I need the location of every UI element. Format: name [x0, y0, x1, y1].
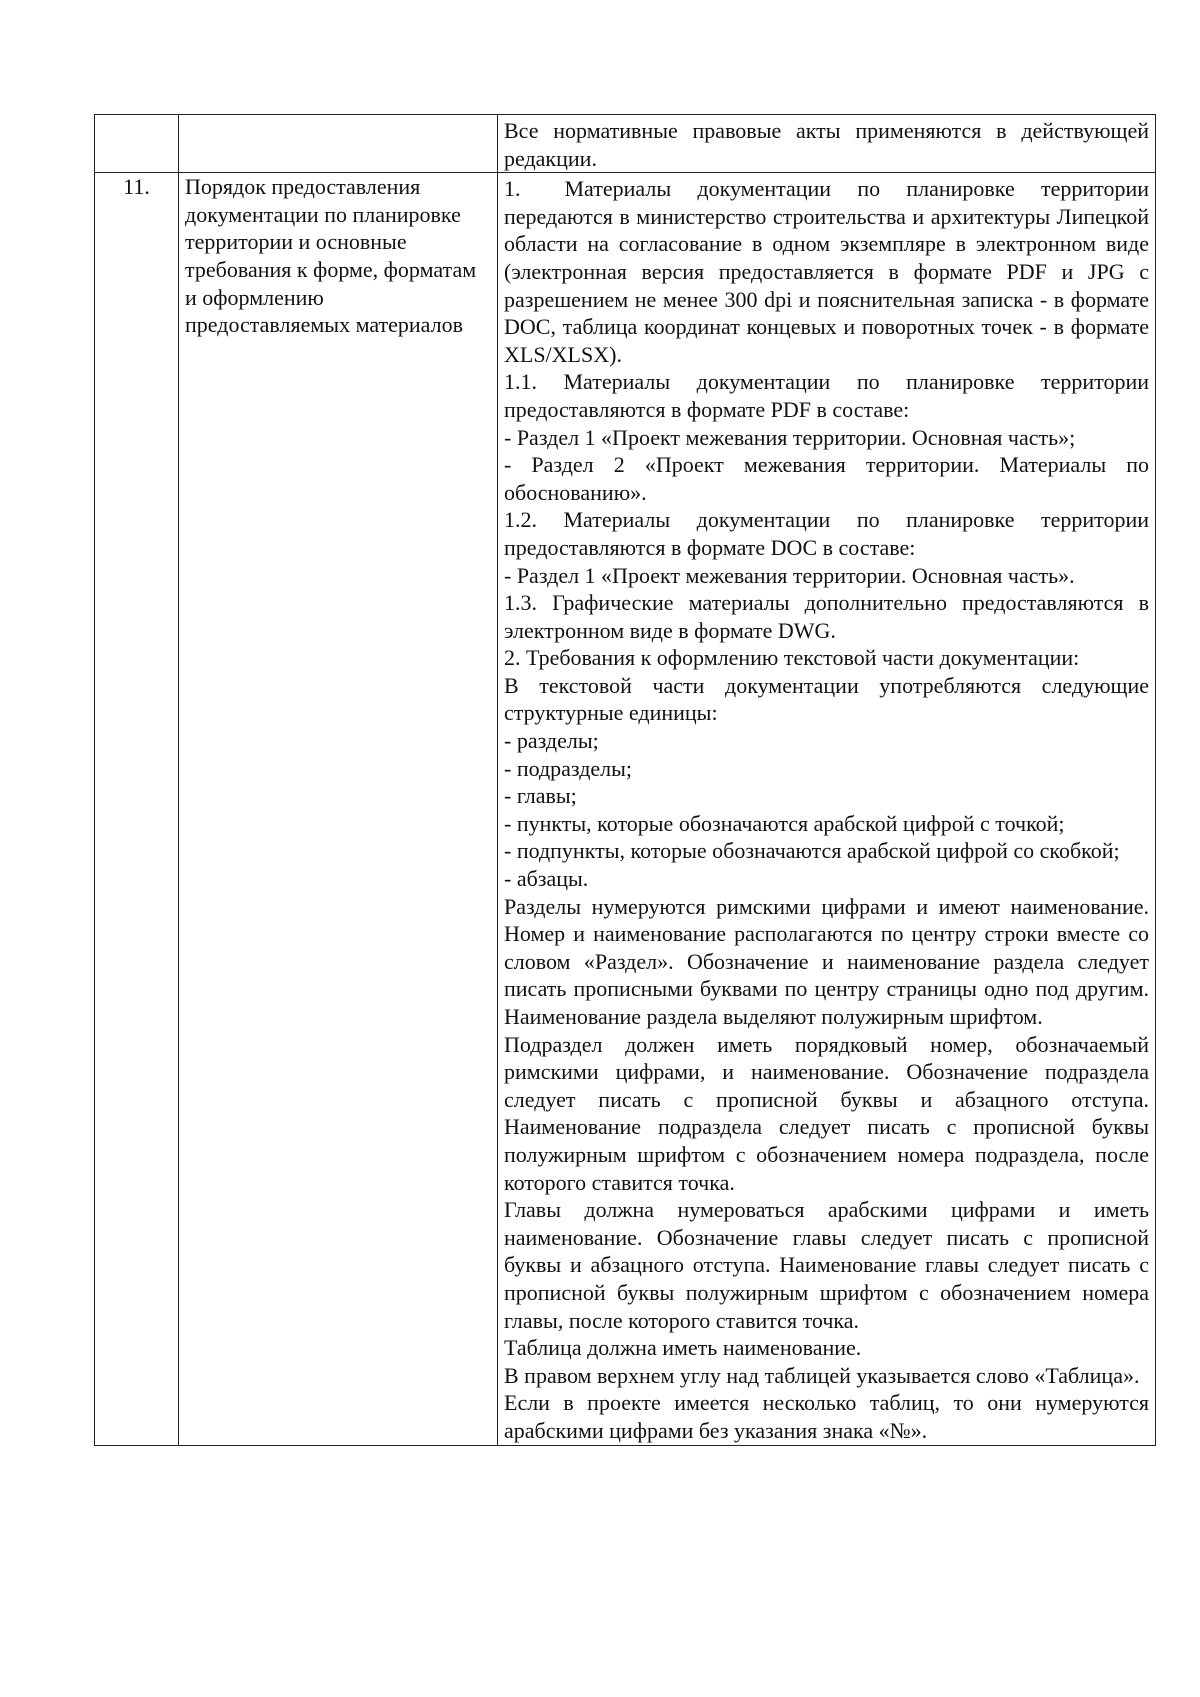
paragraph: Главы должна нумероваться арабскими цифрами и иметь наименование. Обозначение главы следует писать с прописной буквы и абзацного отступа. Наименование главы следует писать с прописной буквы полужирным шрифтом с обозначением номера главы, после которого ставится точка. — [504, 1197, 1149, 1333]
paragraph: 1.2. Материалы документации по планировке территории предоставляются в формате DOC в составе: — [504, 507, 1149, 560]
paragraph: В правом верхнем углу над таблицей указывается слово «Таблица». — [504, 1362, 1140, 1388]
row-label-cell: Порядок предоставления документации по планировке территории и основные требования к форме, форматам и оформлению предоставляемых материалов — [179, 173, 498, 1445]
paragraph: - Раздел 2 «Проект межевания территории. Материалы по обоснованию». — [504, 452, 1149, 505]
row-content-cell — [498, 173, 1156, 1445]
paragraph: 1.3. Графические материалы дополнительно предоставляются в электронном виде в формате DWG. — [504, 590, 1149, 643]
paragraph: Все нормативные правовые акты применяются в действующей редакции. — [504, 118, 1149, 171]
paragraph: Разделы нумеруются римскими цифрами и имеют наименование. Номер и наименование располагаются по центру строки вместе со словом «Раздел». Обозначение и наименование раздела следует писать прописными буквами по центру страницы одно под другим. Наименование раздела выделяют полужирным шрифтом. — [504, 893, 1149, 1029]
table-row — [95, 173, 1156, 1445]
row-number-cell: 11. — [95, 173, 179, 1445]
list-item: - подразделы; — [504, 755, 633, 781]
table-row — [95, 115, 1156, 173]
paragraph: 1. Материалы документации по планировке территории передаются в министерство строительства и архитектуры Липецкой области на согласование в одном экземпляре в электронном виде (электронная версия предоставляется в формате PDF и JPG с разрешением не менее 300 dpi и пояснительная записка - в формате DOC, таблица координат концевых и поворотных точек - в формате XLS/XLSX). — [504, 176, 1149, 367]
list-item: - абзацы. — [504, 866, 589, 892]
paragraph: - Раздел 1 «Проект межевания территории. Основная часть». — [504, 562, 1075, 588]
paragraph: Таблица должна иметь наименование. — [504, 1335, 862, 1361]
requirements-table — [94, 114, 1156, 1446]
list-item: - разделы; — [504, 728, 599, 754]
paragraph: В текстовой части документации употребляются следующие структурные единицы: — [504, 672, 1149, 726]
paragraph: - Раздел 1 «Проект межевания территории. Основная часть»; — [504, 424, 1076, 450]
paragraph: 1.1. Материалы документации по планировке территории предоставляются в формате PDF в составе: — [504, 369, 1149, 422]
paragraph: 2. Требования к оформлению текстовой части документации: — [504, 645, 1080, 671]
row-number-cell — [95, 115, 179, 173]
paragraph: Если в проекте имеется несколько таблиц, то они нумеруются арабскими цифрами без указания знака «№». — [504, 1390, 1149, 1443]
paragraph: Подраздел должен иметь порядковый номер, обозначаемый римскими цифрами, и наименование. Обозначение подраздела следует писать с прописной буквы и абзацного отступа. Наименование подраздела следует писать с прописной буквы полужирным шрифтом с обозначением номера подраздела, после которого ставится точка. — [504, 1031, 1149, 1195]
list-item: - главы; — [504, 783, 577, 809]
list-item: - подпункты, которые обозначаются арабской цифрой со скобкой; — [504, 838, 1120, 864]
row-label-cell — [179, 115, 498, 173]
row-content-cell — [498, 115, 1156, 173]
list-item: - пункты, которые обозначаются арабской цифрой с точкой; — [504, 810, 1065, 836]
